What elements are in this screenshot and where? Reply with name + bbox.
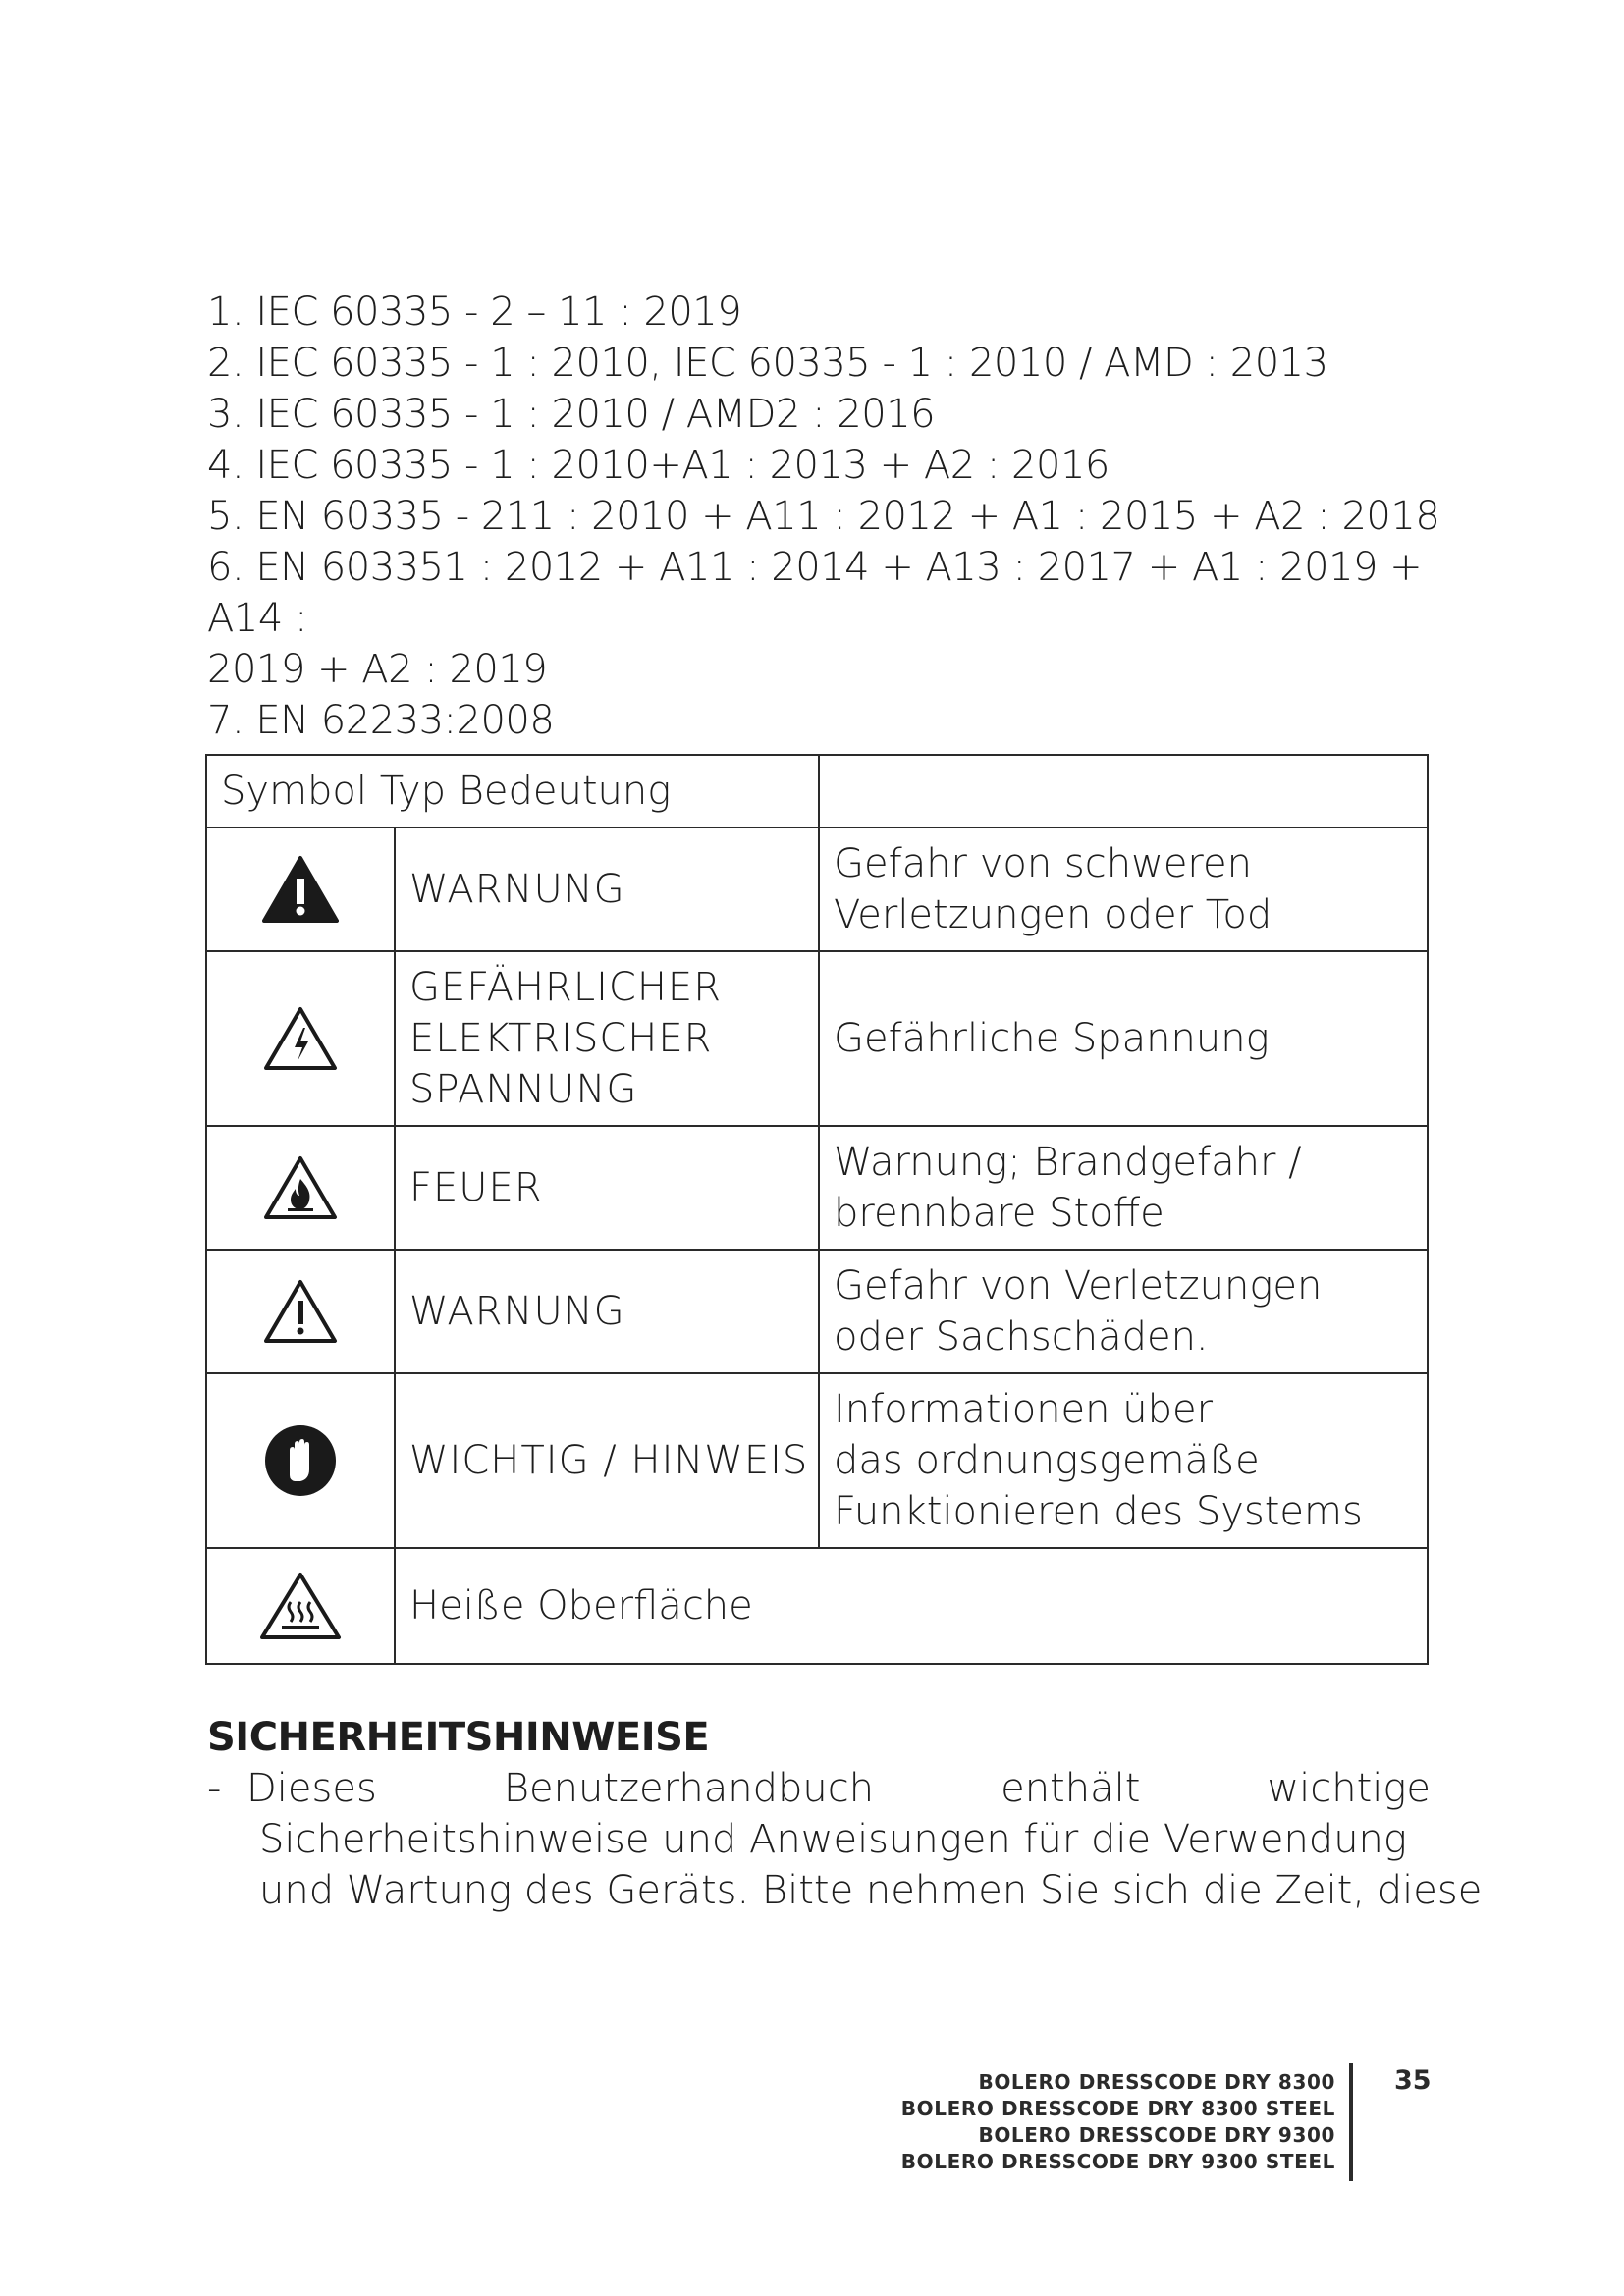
footer-models <box>864 2069 1335 2175</box>
symbol-table <box>205 754 1429 1665</box>
footer-model-line: BOLERO DRESSCODE DRY 9300 <box>978 2123 1335 2147</box>
warning-filled-icon <box>262 855 339 924</box>
standard-item: 7. EN 62233:2008 <box>207 698 555 743</box>
type-cell: FEUER <box>395 1126 819 1250</box>
paragraph-line <box>246 1763 1431 1814</box>
meaning-line: oder Sachschäden. <box>834 1314 1209 1360</box>
meaning-line: das ordnungsgemäße <box>834 1438 1260 1483</box>
table-header-row <box>206 755 1428 828</box>
symbol-cell <box>206 828 395 951</box>
footer-model-line: BOLERO DRESSCODE DRY 8300 STEEL <box>900 2097 1335 2120</box>
warning-outline-icon <box>262 1277 339 1346</box>
bullet-dash: - <box>207 1766 222 1811</box>
stop-hand-icon <box>262 1422 339 1499</box>
table-header-cell <box>206 755 819 828</box>
paragraph-word: Benutzerhandbuch <box>503 1766 875 1811</box>
standards-list <box>207 287 1444 746</box>
footer-divider <box>1349 2063 1353 2181</box>
type-cell: WARNUNG <box>395 828 819 951</box>
table-row <box>206 1373 1428 1548</box>
meaning-line: Gefahr von schweren <box>834 841 1252 886</box>
symbol-cell <box>206 1373 395 1548</box>
paragraph-word: enthält <box>1001 1766 1141 1811</box>
meaning-cell <box>819 1126 1428 1250</box>
paragraph-word: Dieses <box>246 1766 377 1811</box>
meaning-line: Warnung; Brandgefahr / <box>834 1140 1302 1185</box>
meaning-line: Informationen über <box>834 1387 1214 1432</box>
page-number: 35 <box>1394 2065 1432 2096</box>
standard-item: 6. EN 603351 : 2012 + A11 : 2014 + A13 : 2017 + A1 : 2019 + A14 : <box>207 545 1423 641</box>
type-line: SPANNUNG <box>409 1067 638 1112</box>
meaning-line: Gefahr von Verletzungen <box>834 1263 1323 1308</box>
symbol-cell <box>206 1548 395 1664</box>
meaning-line: Verletzungen oder Tod <box>834 892 1272 937</box>
table-row <box>206 1548 1428 1664</box>
type-cell: WARNUNG <box>395 1250 819 1373</box>
paragraph-word: wichtige <box>1267 1766 1431 1811</box>
table-row <box>206 951 1428 1126</box>
standard-item-continuation: 2019 + A2 : 2019 <box>207 647 548 692</box>
meaning-line: brennbare Stoffe <box>834 1191 1164 1236</box>
paragraph-line: und Wartung des Geräts. Bitte nehmen Sie sich die Zeit, diese <box>259 1868 1483 1913</box>
fire-hazard-icon <box>262 1153 339 1222</box>
standard-item: 3. IEC 60335 - 1 : 2010 / AMD2 : 2016 <box>207 392 936 437</box>
symbol-cell <box>206 951 395 1126</box>
footer-model-line: BOLERO DRESSCODE DRY 9300 STEEL <box>900 2150 1335 2173</box>
standard-item: 4. IEC 60335 - 1 : 2010+A1 : 2013 + A2 : 2016 <box>207 443 1110 488</box>
type-line: GEFÄHRLICHER <box>409 965 722 1010</box>
type-line: ELEKTRISCHER <box>409 1016 713 1061</box>
electric-hazard-icon <box>262 1004 339 1073</box>
meaning-cell <box>819 828 1428 951</box>
symbol-cell <box>206 1250 395 1373</box>
table-header-empty-cell <box>819 755 1428 828</box>
meaning-cell <box>819 1250 1428 1373</box>
table-row <box>206 1250 1428 1373</box>
table-header-text: Symbol Typ Bedeutung <box>221 769 672 814</box>
type-cell <box>395 951 819 1126</box>
meaning-line: Funktionieren des Systems <box>834 1489 1363 1534</box>
paragraph-line: Sicherheitshinweise und Anweisungen für die Verwendung <box>259 1817 1407 1862</box>
type-cell: WICHTIG / HINWEIS <box>395 1373 819 1548</box>
standard-item: 2. IEC 60335 - 1 : 2010, IEC 60335 - 1 : 2010 / AMD : 2013 <box>207 341 1328 386</box>
footer-model-line: BOLERO DRESSCODE DRY 8300 <box>978 2070 1335 2094</box>
meaning-cell: Gefährliche Spannung <box>819 951 1428 1126</box>
standard-item: 5. EN 60335 - 211 : 2010 + A11 : 2012 + A1 : 2015 + A2 : 2018 <box>207 494 1440 539</box>
hot-surface-icon <box>258 1571 343 1641</box>
type-cell: Heiße Oberfläche <box>395 1548 1428 1664</box>
standard-item: 1. IEC 60335 - 2 – 11 : 2019 <box>207 290 742 335</box>
table-row <box>206 828 1428 951</box>
section-title: SICHERHEITSHINWEISE <box>207 1715 710 1760</box>
meaning-cell <box>819 1373 1428 1548</box>
table-row <box>206 1126 1428 1250</box>
symbol-cell <box>206 1126 395 1250</box>
